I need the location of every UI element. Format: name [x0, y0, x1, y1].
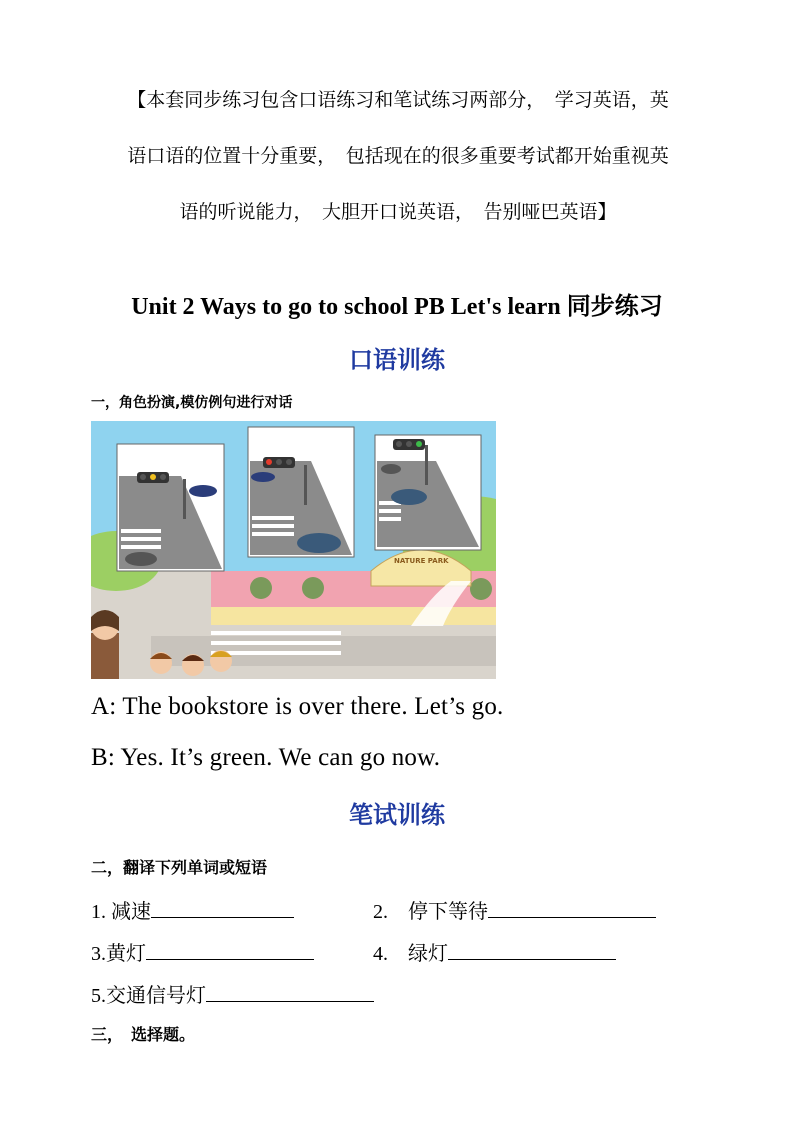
- task1-heading: 一，角色扮演,模仿例句进行对话: [91, 395, 293, 411]
- item-number: 5.: [91, 985, 106, 1007]
- oral-section-heading: 口语训练: [349, 346, 445, 374]
- panel-red-light: [248, 427, 354, 557]
- teacher-figure: [91, 610, 119, 679]
- translate-item-4: [373, 937, 616, 966]
- dialogue-line-a: A: The bookstore is over there. Let’s go.: [91, 693, 504, 720]
- intro-note: [88, 72, 708, 240]
- translate-item-3: [91, 937, 314, 966]
- intro-line-2: 语口语的位置十分重要， 包括现在的很多重要考试都开始重视英: [127, 145, 669, 167]
- park-sign-text: NATURE PARK: [394, 557, 449, 565]
- item-text: 绿灯: [408, 941, 448, 965]
- title-english: Unit 2 Ways to go to school PB Let's learn: [131, 294, 561, 320]
- item-number: 1.: [91, 901, 106, 923]
- answer-blank-2[interactable]: [488, 899, 656, 918]
- translate-item-1: [91, 895, 294, 924]
- item-text: 交通信号灯: [106, 983, 206, 1007]
- answer-blank-5[interactable]: [206, 983, 374, 1002]
- page-title: [0, 286, 794, 321]
- item-number: 3.: [91, 943, 106, 965]
- item-text: 停下等待: [408, 899, 488, 923]
- traffic-light-illustration: [91, 421, 496, 679]
- panel-yellow-light: [117, 444, 224, 571]
- intro-line-3: 语的听说能力， 大胆开口说英语， 告别哑巴英语】: [179, 201, 617, 223]
- translate-item-5: [91, 979, 374, 1008]
- panel-green-light: [375, 435, 481, 550]
- item-number: 2.: [373, 901, 388, 923]
- dialogue-line-b: B: Yes. It’s green. We can go now.: [91, 744, 441, 771]
- title-chinese: 同步练习: [566, 292, 663, 320]
- item-number: 4.: [373, 943, 388, 965]
- item-text: 减速: [111, 899, 151, 923]
- task3-heading: 三， 选择题。: [91, 1025, 196, 1044]
- answer-blank-3[interactable]: [146, 941, 314, 960]
- item-text: 黄灯: [106, 941, 146, 965]
- intro-line-1: 【本套同步练习包含口语练习和笔试练习两部分， 学习英语，英: [127, 89, 669, 111]
- answer-blank-4[interactable]: [448, 941, 616, 960]
- answer-blank-1[interactable]: [151, 899, 294, 918]
- written-section-heading: 笔试训练: [349, 801, 445, 829]
- translate-item-2: [373, 895, 656, 924]
- task2-heading: 二，翻译下列单词或短语: [91, 858, 268, 877]
